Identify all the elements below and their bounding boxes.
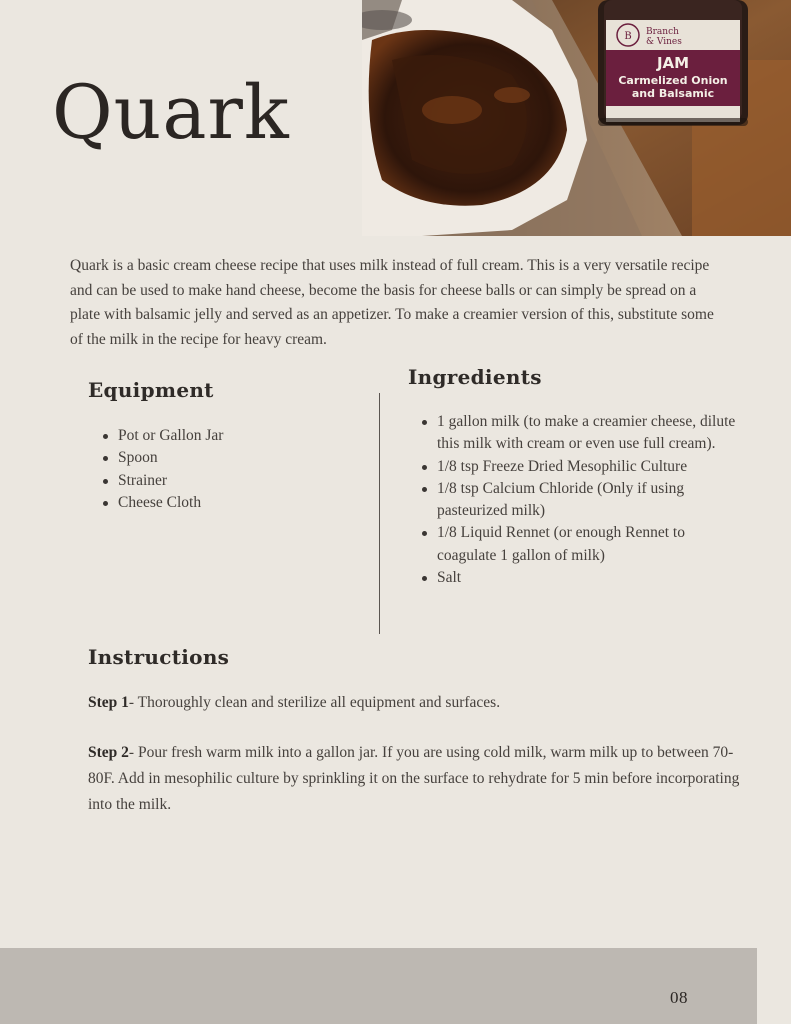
footer-band	[0, 948, 757, 1024]
svg-text:JAM: JAM	[656, 54, 690, 72]
bullet-icon	[103, 501, 108, 506]
list-item: 1/8 tsp Calcium Chloride (Only if using pasteurized milk)	[437, 478, 737, 523]
svg-text:Branch: Branch	[646, 27, 679, 37]
page-number: 08	[670, 988, 688, 1007]
step-label: Step 2	[88, 744, 129, 761]
step-text: - Pour fresh warm milk into a gallon jar. If you are using cold milk, warm milk up to between 70-80F. Add in mesophilic culture by sprinkling it on the surface to rehydrate for 5 min before incorporating into the milk.	[88, 744, 740, 813]
equipment-list	[118, 425, 358, 514]
recipe-photo	[362, 0, 791, 236]
equipment-heading: Equipment	[88, 378, 214, 402]
ingredients-heading: Ingredients	[408, 365, 542, 389]
list-item: Cheese Cloth	[118, 492, 358, 514]
bullet-icon	[422, 576, 427, 581]
svg-text:& Vines: & Vines	[646, 37, 682, 47]
list-item: 1/8 Liquid Rennet (or enough Rennet to coagulate 1 gallon of milk)	[437, 522, 737, 567]
list-item: Strainer	[118, 470, 358, 492]
bullet-icon	[103, 479, 108, 484]
bullet-icon	[422, 465, 427, 470]
bullet-icon	[422, 487, 427, 492]
ingredients-list	[437, 411, 737, 589]
svg-text:and Balsamic: and Balsamic	[631, 87, 715, 100]
instruction-step	[88, 740, 748, 818]
column-divider	[379, 393, 380, 634]
instruction-step	[88, 690, 748, 716]
list-item: 1 gallon milk (to make a creamier cheese, dilute this milk with cream or even use full cream).	[437, 411, 737, 456]
instructions-heading: Instructions	[88, 645, 230, 669]
step-text: - Thoroughly clean and sterilize all equipment and surfaces.	[128, 694, 501, 711]
bullet-icon	[103, 434, 108, 439]
step-label: Step 1	[88, 694, 129, 711]
list-item: Pot or Gallon Jar	[118, 425, 358, 447]
bullet-icon	[103, 456, 108, 461]
svg-text:Carmelized Onion: Carmelized Onion	[618, 74, 728, 87]
list-item: 1/8 tsp Freeze Dried Mesophilic Culture	[437, 456, 737, 478]
page-title: Quark	[52, 70, 290, 156]
list-item: Salt	[437, 567, 737, 589]
list-item: Spoon	[118, 447, 358, 469]
bullet-icon	[422, 531, 427, 536]
svg-text:B: B	[624, 31, 632, 42]
bullet-icon	[422, 420, 427, 425]
intro-paragraph: Quark is a basic cream cheese recipe that uses milk instead of full cream. This is a very versatile recipe and can be used to make hand cheese, become the basis for cheese balls or can simply be spread on a plate with balsamic jelly and served as an appetizer. To make a creamier version of this, substitute some of the milk in the recipe for heavy cream.	[70, 257, 714, 348]
